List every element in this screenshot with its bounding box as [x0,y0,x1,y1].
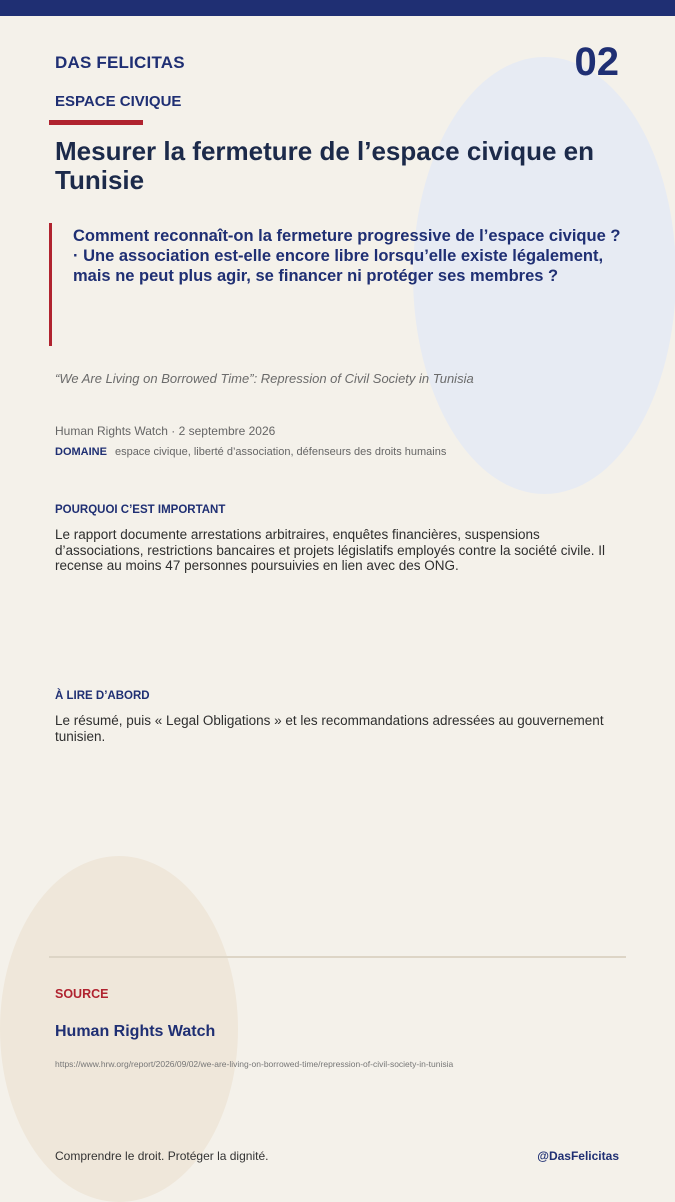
report-title: “We Are Living on Borrowed Time”: Repression of Civil Society in Tunisia [55,371,474,386]
section-why-important-text: Le rapport documente arrestations arbitraires, enquêtes financières, suspensions d’associations, restrictions bancaires et projets législatifs employés contre la société civile. Il recense au moins 47 personnes poursuivies en lien avec des ONG. [55,527,605,573]
domain-row [55,446,446,458]
domain-label: DOMAINE [55,446,107,458]
key-question: Comment reconnaît-on la fermeture progressive de l’espace civique ? · Une association est-elle encore libre lorsqu’elle existe légalement, mais ne peut plus agir, se financer ni protéger ses membres ? [73,227,621,285]
publication-meta: Human Rights Watch · 2 septembre 2026 [55,424,276,438]
category-underline [49,120,143,125]
section-read-first-text: Le résumé, puis « Legal Obligations » et les recommandations adressées au gouvernement tunisien. [55,713,604,744]
section-why-important-label: POURQUOI C’EST IMPORTANT [55,504,226,516]
source-name: Human Rights Watch [55,1023,216,1040]
footer-handle[interactable]: @DasFelicitas [537,1149,619,1163]
category-label: ESPACE CIVIQUE [55,93,182,110]
brand-name: DAS FELICITAS [55,53,185,72]
divider [49,956,626,958]
source-label: SOURCE [55,987,109,1001]
quote-accent-bar [49,223,52,346]
footer-tagline: Comprendre le droit. Protéger la dignité. [55,1149,269,1163]
section-read-first-label: À LIRE D’ABORD [55,690,150,702]
issue-number: 02 [574,40,619,84]
top-accent-bar [0,0,675,16]
domain-value: espace civique, liberté d’association, défenseurs des droits humains [114,446,447,458]
page-title: Mesurer la fermeture de l’espace civique en Tunisie [55,136,595,195]
source-url[interactable]: https://www.hrw.org/report/2026/09/02/we-are-living-on-borrowed-time/repression-of-civil-society-in-tunisia [55,1059,454,1069]
